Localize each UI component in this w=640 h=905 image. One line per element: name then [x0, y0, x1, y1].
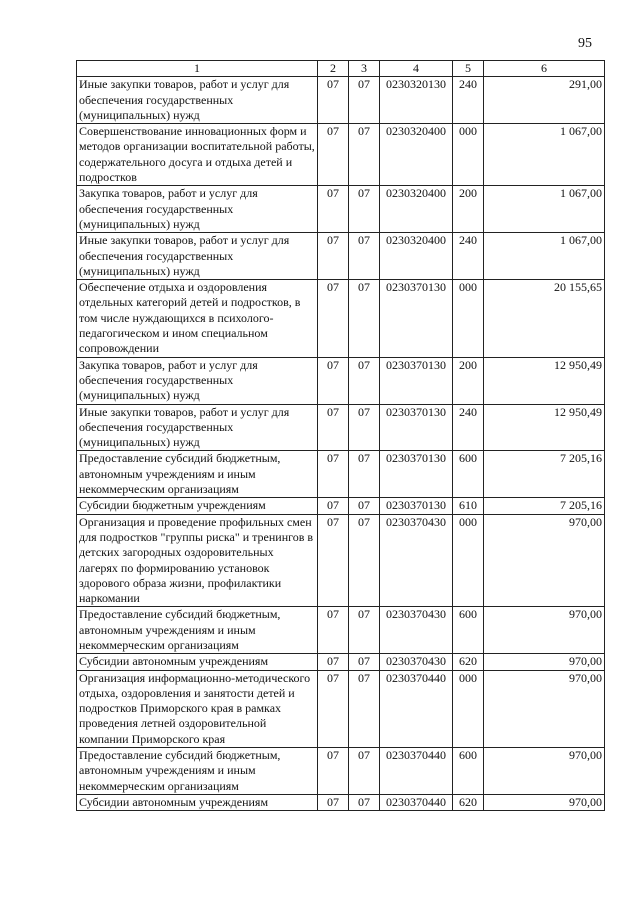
table-row [77, 794, 605, 810]
row-subsection-cell: 07 [349, 607, 380, 654]
row-target-article-cell: 0230320400 [380, 186, 453, 233]
table-row [77, 514, 605, 607]
row-name-cell: Иные закупки товаров, работ и услуг для обеспечения государственных (муниципальных) нужд [77, 404, 318, 451]
row-amount-cell: 12 950,49 [484, 357, 605, 404]
row-target-article-cell: 0230320400 [380, 124, 453, 186]
row-name-cell: Организация информационно-методического отдыха, оздоровления и занятости детей и подростков Приморского края в рамках проведения летней оздоровительной компании Приморского края [77, 670, 318, 747]
row-section-cell: 07 [318, 794, 349, 810]
row-expense-type-cell: 600 [453, 607, 484, 654]
row-amount-cell: 1 067,00 [484, 233, 605, 280]
row-section-cell: 07 [318, 124, 349, 186]
row-target-article-cell: 0230320400 [380, 233, 453, 280]
row-subsection-cell: 07 [349, 124, 380, 186]
row-amount-cell: 1 067,00 [484, 124, 605, 186]
row-target-article-cell: 0230320130 [380, 77, 453, 124]
row-section-cell: 07 [318, 748, 349, 795]
table-row [77, 186, 605, 233]
row-expense-type-cell: 240 [453, 77, 484, 124]
table-row [77, 670, 605, 747]
row-amount-cell: 7 205,16 [484, 498, 605, 514]
row-name-cell: Предоставление субсидий бюджетным, автономным учреждениям и иным некоммерческим организациям [77, 451, 318, 498]
row-target-article-cell: 0230370440 [380, 748, 453, 795]
row-subsection-cell: 07 [349, 514, 380, 607]
column-header: 2 [318, 61, 349, 77]
row-name-cell: Закупка товаров, работ и услуг для обеспечения государственных (муниципальных) нужд [77, 186, 318, 233]
row-target-article-cell: 0230370430 [380, 607, 453, 654]
row-target-article-cell: 0230370430 [380, 654, 453, 670]
column-header: 5 [453, 61, 484, 77]
table-row [77, 124, 605, 186]
row-subsection-cell: 07 [349, 186, 380, 233]
row-target-article-cell: 0230370130 [380, 451, 453, 498]
row-subsection-cell: 07 [349, 498, 380, 514]
row-subsection-cell: 07 [349, 357, 380, 404]
row-subsection-cell: 07 [349, 451, 380, 498]
table-row [77, 77, 605, 124]
table-row [77, 451, 605, 498]
row-amount-cell: 1 067,00 [484, 186, 605, 233]
row-expense-type-cell: 610 [453, 498, 484, 514]
row-section-cell: 07 [318, 670, 349, 747]
column-header: 4 [380, 61, 453, 77]
row-expense-type-cell: 000 [453, 280, 484, 357]
row-subsection-cell: 07 [349, 280, 380, 357]
row-target-article-cell: 0230370130 [380, 280, 453, 357]
row-expense-type-cell: 200 [453, 357, 484, 404]
row-target-article-cell: 0230370130 [380, 357, 453, 404]
row-section-cell: 07 [318, 280, 349, 357]
page-number: 95 [578, 36, 592, 51]
table-row [77, 404, 605, 451]
row-name-cell: Субсидии бюджетным учреждениям [77, 498, 318, 514]
table-row [77, 233, 605, 280]
row-name-cell: Субсидии автономным учреждениям [77, 794, 318, 810]
row-name-cell: Иные закупки товаров, работ и услуг для обеспечения государственных (муниципальных) нужд [77, 77, 318, 124]
row-name-cell: Закупка товаров, работ и услуг для обеспечения государственных (муниципальных) нужд [77, 357, 318, 404]
row-target-article-cell: 0230370130 [380, 404, 453, 451]
row-target-article-cell: 0230370430 [380, 514, 453, 607]
table-row [77, 607, 605, 654]
row-name-cell: Организация и проведение профильных смен для подростков "группы риска" и тренингов в детских загородных оздоровительных лагерях по формированию установок здорового образа жизни, профилактики наркомании [77, 514, 318, 607]
row-amount-cell: 7 205,16 [484, 451, 605, 498]
row-section-cell: 07 [318, 607, 349, 654]
row-name-cell: Обеспечение отдыха и оздоровления отдельных категорий детей и подростков, в том числе нуждающихся в психолого-педагогическом и ином специальном сопровождении [77, 280, 318, 357]
row-amount-cell: 970,00 [484, 607, 605, 654]
row-amount-cell: 20 155,65 [484, 280, 605, 357]
table-row [77, 498, 605, 514]
row-subsection-cell: 07 [349, 670, 380, 747]
row-amount-cell: 970,00 [484, 514, 605, 607]
row-name-cell: Субсидии автономным учреждениям [77, 654, 318, 670]
row-section-cell: 07 [318, 498, 349, 514]
table-header-row [77, 61, 605, 77]
column-header: 6 [484, 61, 605, 77]
row-subsection-cell: 07 [349, 654, 380, 670]
row-subsection-cell: 07 [349, 748, 380, 795]
row-expense-type-cell: 600 [453, 451, 484, 498]
row-expense-type-cell: 620 [453, 654, 484, 670]
row-expense-type-cell: 240 [453, 404, 484, 451]
row-amount-cell: 970,00 [484, 670, 605, 747]
row-name-cell: Иные закупки товаров, работ и услуг для обеспечения государственных (муниципальных) нужд [77, 233, 318, 280]
row-section-cell: 07 [318, 233, 349, 280]
table-row [77, 357, 605, 404]
row-expense-type-cell: 200 [453, 186, 484, 233]
row-subsection-cell: 07 [349, 404, 380, 451]
row-name-cell: Совершенствование инновационных форм и методов организации воспитательной работы, содержательного досуга и отдыха детей и подростков [77, 124, 318, 186]
row-expense-type-cell: 000 [453, 514, 484, 607]
column-header: 3 [349, 61, 380, 77]
row-expense-type-cell: 000 [453, 124, 484, 186]
row-section-cell: 07 [318, 77, 349, 124]
row-expense-type-cell: 620 [453, 794, 484, 810]
row-section-cell: 07 [318, 357, 349, 404]
row-amount-cell: 12 950,49 [484, 404, 605, 451]
row-section-cell: 07 [318, 186, 349, 233]
row-amount-cell: 291,00 [484, 77, 605, 124]
row-amount-cell: 970,00 [484, 794, 605, 810]
row-subsection-cell: 07 [349, 794, 380, 810]
row-expense-type-cell: 240 [453, 233, 484, 280]
budget-table [76, 60, 605, 811]
row-section-cell: 07 [318, 451, 349, 498]
row-section-cell: 07 [318, 404, 349, 451]
row-section-cell: 07 [318, 514, 349, 607]
table-row [77, 654, 605, 670]
row-name-cell: Предоставление субсидий бюджетным, автономным учреждениям и иным некоммерческим организациям [77, 607, 318, 654]
table-row [77, 748, 605, 795]
row-subsection-cell: 07 [349, 77, 380, 124]
row-amount-cell: 970,00 [484, 654, 605, 670]
row-expense-type-cell: 600 [453, 748, 484, 795]
row-target-article-cell: 0230370440 [380, 794, 453, 810]
table-row [77, 280, 605, 357]
row-section-cell: 07 [318, 654, 349, 670]
row-amount-cell: 970,00 [484, 748, 605, 795]
row-name-cell: Предоставление субсидий бюджетным, автономным учреждениям и иным некоммерческим организациям [77, 748, 318, 795]
row-subsection-cell: 07 [349, 233, 380, 280]
row-target-article-cell: 0230370130 [380, 498, 453, 514]
row-target-article-cell: 0230370440 [380, 670, 453, 747]
column-header: 1 [77, 61, 318, 77]
row-expense-type-cell: 000 [453, 670, 484, 747]
